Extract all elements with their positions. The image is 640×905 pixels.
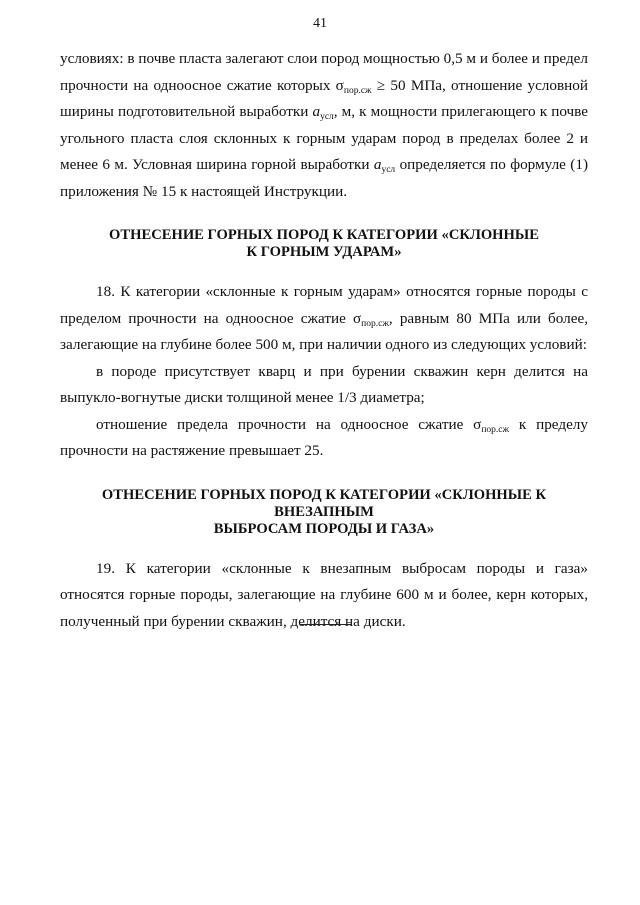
sigma-symbol: σ — [473, 415, 482, 433]
paragraph-text: к пределу прочности на растяжение превышает 25. — [60, 415, 588, 459]
page-content — [60, 46, 588, 635]
sigma-symbol: σ — [352, 309, 362, 327]
heading-line: ОТНЕСЕНИЕ ГОРНЫХ ПОРОД К КАТЕГОРИИ «СКЛОННЫЕ — [109, 227, 539, 243]
paragraph-19: 19. К категории «склонные к внезапным выбросам породы и газа» относятся горные породы, залегающие на глубине 600 м и более, керн которых, полученный при бурении скважин, делится на диски. — [60, 559, 588, 630]
end-divider-line — [300, 624, 352, 625]
subscript-por-szh: пор.сж — [361, 318, 389, 329]
paragraph-text: , м, к мощности прилегающего к почве угольного пласта слоя склонных к горным ударам пород в пределах более 2 и менее 6 м. Условная ширина горной выработки — [60, 103, 588, 173]
paragraph-text: определяется по формуле (1) приложения № 15 к настоящей Инструкции. — [60, 156, 589, 200]
subscript-por-szh: пор.сж — [481, 424, 510, 435]
paragraph-18 — [60, 279, 588, 359]
subscript-por-szh: пор.сж — [343, 85, 372, 96]
subscript-usl: усл — [381, 165, 396, 175]
sigma-symbol: σ — [335, 76, 344, 94]
paragraph-text: ≥ 50 МПа, отношение условной ширины подготовительной выработки — [60, 76, 589, 120]
paragraph-continuation — [60, 46, 588, 205]
heading-line: ОТНЕСЕНИЕ ГОРНЫХ ПОРОД К КАТЕГОРИИ «СКЛОННЫЕ К ВНЕЗАПНЫМ — [101, 486, 547, 520]
condition-strength-ratio — [60, 412, 588, 465]
heading-line: К ГОРНЫМ УДАРАМ» — [246, 244, 402, 260]
paragraph-text: отношение предела прочности на одноосное сжатие — [96, 415, 474, 433]
page-number: 41 — [313, 16, 327, 31]
condition-quartz: в породе присутствует кварц и при бурении скважин керн делится на выпукло-вогнутые диски толщиной менее 1/3 диаметра; — [60, 362, 588, 406]
paragraph-text: условиях: в почве пласта залегают слои пород мощностью 0,5 м и более и предел прочности на одноосное сжатие которых — [60, 50, 588, 94]
paragraph-text: , равным 80 МПа или более, залегающие на глубине более 500 м, при наличии одного из следующих условий: — [60, 309, 588, 353]
a-symbol: a — [312, 103, 321, 120]
subscript-usl: усл — [320, 112, 334, 122]
section-heading-outburst — [60, 487, 588, 538]
paragraph-text: 18. К категории «склонные к горным ударам» относятся горные породы с пределом прочности на одноосное сжатие — [60, 283, 588, 327]
a-symbol: a — [373, 156, 382, 173]
heading-line: ВЫБРОСАМ ПОРОДЫ И ГАЗА» — [213, 520, 435, 537]
section-heading-rockburst — [60, 227, 588, 261]
